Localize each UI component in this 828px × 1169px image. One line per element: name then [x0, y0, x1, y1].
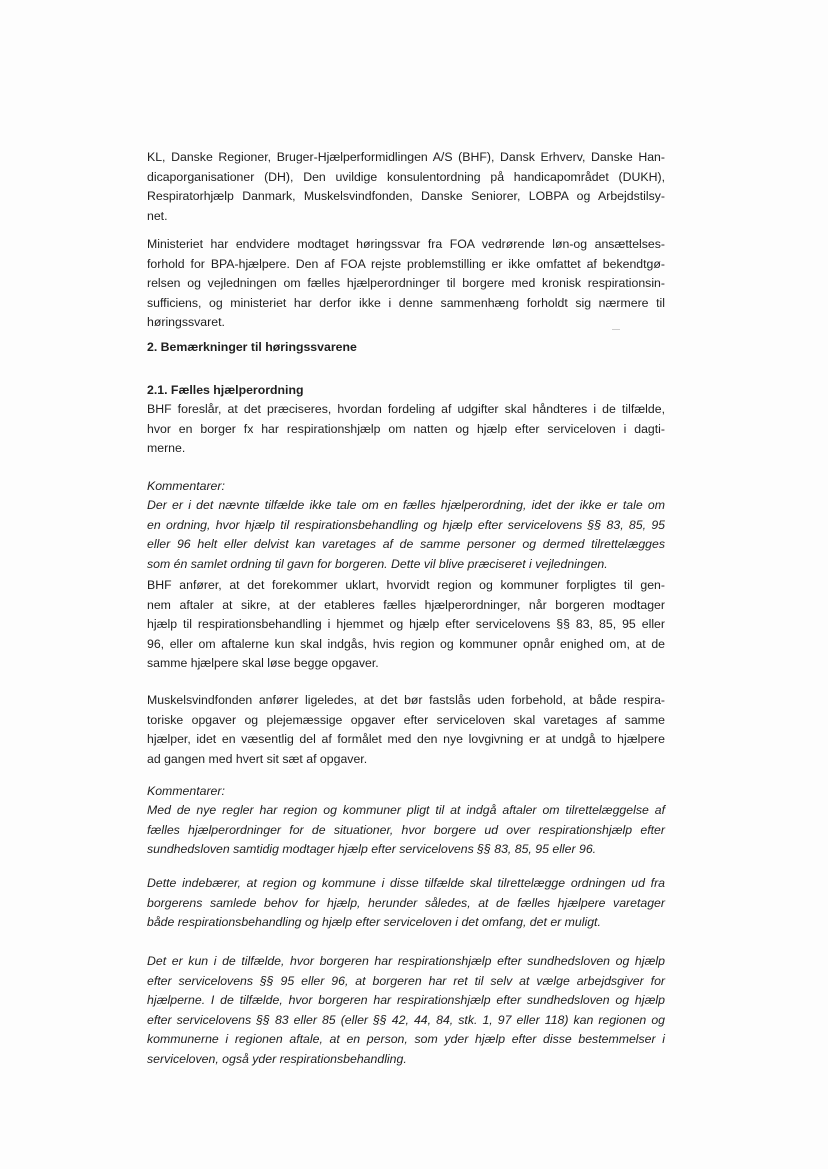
text-line: borgerens samlede behov for hjælp, herunder således, at de fælles hjælpere varetager — [147, 895, 665, 910]
text-line: høringssvaret. — [147, 315, 225, 329]
text-line: efter servicelovens §§ 95 eller 96, at borgeren har ret til selv at vælge arbejdsgiver for — [147, 973, 665, 988]
foa-paragraph — [147, 235, 665, 333]
comment-1-label — [147, 477, 665, 497]
text-line: net. — [147, 208, 168, 223]
comment-4 — [147, 952, 665, 1069]
text-line: 2. Bemærkninger til høringssvarene — [147, 340, 357, 354]
comment-2-label — [147, 782, 665, 802]
text-line: toriske opgaver og plejemæssige opgaver efter serviceloven skal varetages af samme — [147, 712, 665, 727]
text-line: BHF foreslår, at det præciseres, hvordan fordeling af udgifter skal håndteres i de tilfælde, — [147, 402, 665, 416]
text-line: efter servicelovens §§ 83 eller 85 (eller §§ 42, 44, 84, stk. 1, 97 eller 118) kan regionen og — [147, 1012, 665, 1027]
text-line: Kommentarer: — [147, 784, 225, 798]
text-line: dicaporganisationer (DH), Den uvildige konsulentordning på handicapområdet (DUKH), — [147, 169, 665, 184]
text-line: som én samlet ordning til gavn for borgeren. Dette vil blive præciseret i vejledningen. — [147, 556, 608, 571]
bhf-unclear — [147, 576, 665, 674]
text-line: forhold for BPA-hjælpere. Den af FOA rejste problemstilling er ikke omfattet af bekendtgø- — [147, 256, 665, 271]
text-line: merne. — [147, 441, 186, 455]
intro-list — [147, 148, 665, 226]
text-line: sundhedsloven samtidig modtager hjælp efter servicelovens §§ 83, 85, 95 eller 96. — [147, 842, 597, 856]
text-line: en ordning, hvor hjælp til respirationsbehandling og hjælp efter servicelovens §§ 83, 85, 95 — [147, 517, 665, 532]
text-line: Der er i det nævnte tilfælde ikke tale om en fælles hjælperordning, idet der ikke er tale om — [147, 498, 665, 512]
comment-1 — [147, 496, 665, 574]
text-line: KL, Danske Regioner, Bruger-Hjælperformidlingen A/S (BHF), Dansk Erhverv, Danske Han- — [147, 150, 665, 164]
text-line: Dette indebærer, at region og kommune i disse tilfælde skal tilrettelægge ordningen ud fra — [147, 876, 665, 890]
text-line: samme hjælpere skal løse begge opgaver. — [147, 656, 379, 670]
text-line: Kommentarer: — [147, 479, 225, 493]
text-line: hvor en borger fx har respirationshjælp om natten og hjælp efter serviceloven i dagti- — [147, 421, 665, 436]
text-line: BHF anfører, at det forekommer uklart, hvorvidt region og kommuner forpligtes til gen- — [147, 578, 665, 592]
text-line: hjælper, idet en væsentlig del af formålet med den nye lovgivning er at undgå to hjælpere — [147, 732, 665, 746]
text-line: 96, eller om aftalerne kun skal indgås, hvis region og kommuner opnår enighed om, at de — [147, 636, 665, 651]
section-2-1-heading — [147, 381, 665, 401]
bhf-proposal — [147, 400, 665, 459]
comment-3 — [147, 874, 665, 933]
text-line: relsen og vejledningen om fælles hjælperordninger til borgere med kronisk respirationsin- — [147, 276, 665, 290]
text-line: fælles hjælperordninger for de situationer, hvor borgere ud over respirationshjælp efter — [147, 822, 665, 837]
text-line: hjælp til respirationsbehandling i hjemmet og hjælp efter servicelovens §§ 83, 85, 95 eller — [147, 617, 665, 631]
text-line: Med de nye regler har region og kommuner pligt til at indgå aftaler om tilrettelæggelse af — [147, 803, 665, 817]
text-line: kommunerne i regionen aftale, at en person, som yder hjælp efter disse bestemmelser i — [147, 1032, 665, 1046]
text-line: sufficiens, og ministeriet har derfor ikke i denne sammenhæng forholdt sig nærmere til — [147, 295, 665, 310]
text-line: ad gangen med hvert sit sæt af opgaver. — [147, 751, 368, 766]
text-line: eller 96 helt eller delvist kan varetages af de samme personer og dermed tilrettelægges — [147, 537, 665, 551]
text-line: Det er kun i de tilfælde, hvor borgeren har respirationshjælp efter sundhedsloven og hjælp — [147, 954, 665, 968]
comment-2 — [147, 801, 665, 860]
text-line: 2.1. Fælles hjælperordning — [147, 383, 304, 397]
text-line: hjælperne. I de tilfælde, hvor borgeren har respirationshjælp efter sundhedsloven og hjælp — [147, 993, 665, 1007]
text-line: både respirationsbehandling og hjælp efter serviceloven i det omfang, det er muligt. — [147, 915, 601, 929]
text-line: Ministeriet har endvidere modtaget høringssvar fra FOA vedrørende løn-og ansættelses- — [147, 237, 665, 251]
text-line: Respiratorhjælp Danmark, Muskelsvindfonden, Danske Seniorer, LOBPA og Arbejdstilsy- — [147, 189, 665, 203]
text-line: nem aftaler at sikre, at der etableres fælles hjælperordninger, når borgeren modtager — [147, 597, 665, 612]
text-line: Muskelsvindfonden anfører ligeledes, at det bør fastslås uden forbehold, at både respira- — [147, 693, 665, 707]
section-2-heading — [147, 338, 665, 358]
muskelsvindfonden — [147, 691, 665, 769]
text-line: serviceloven, også yder respirationsbehandling. — [147, 1051, 407, 1066]
